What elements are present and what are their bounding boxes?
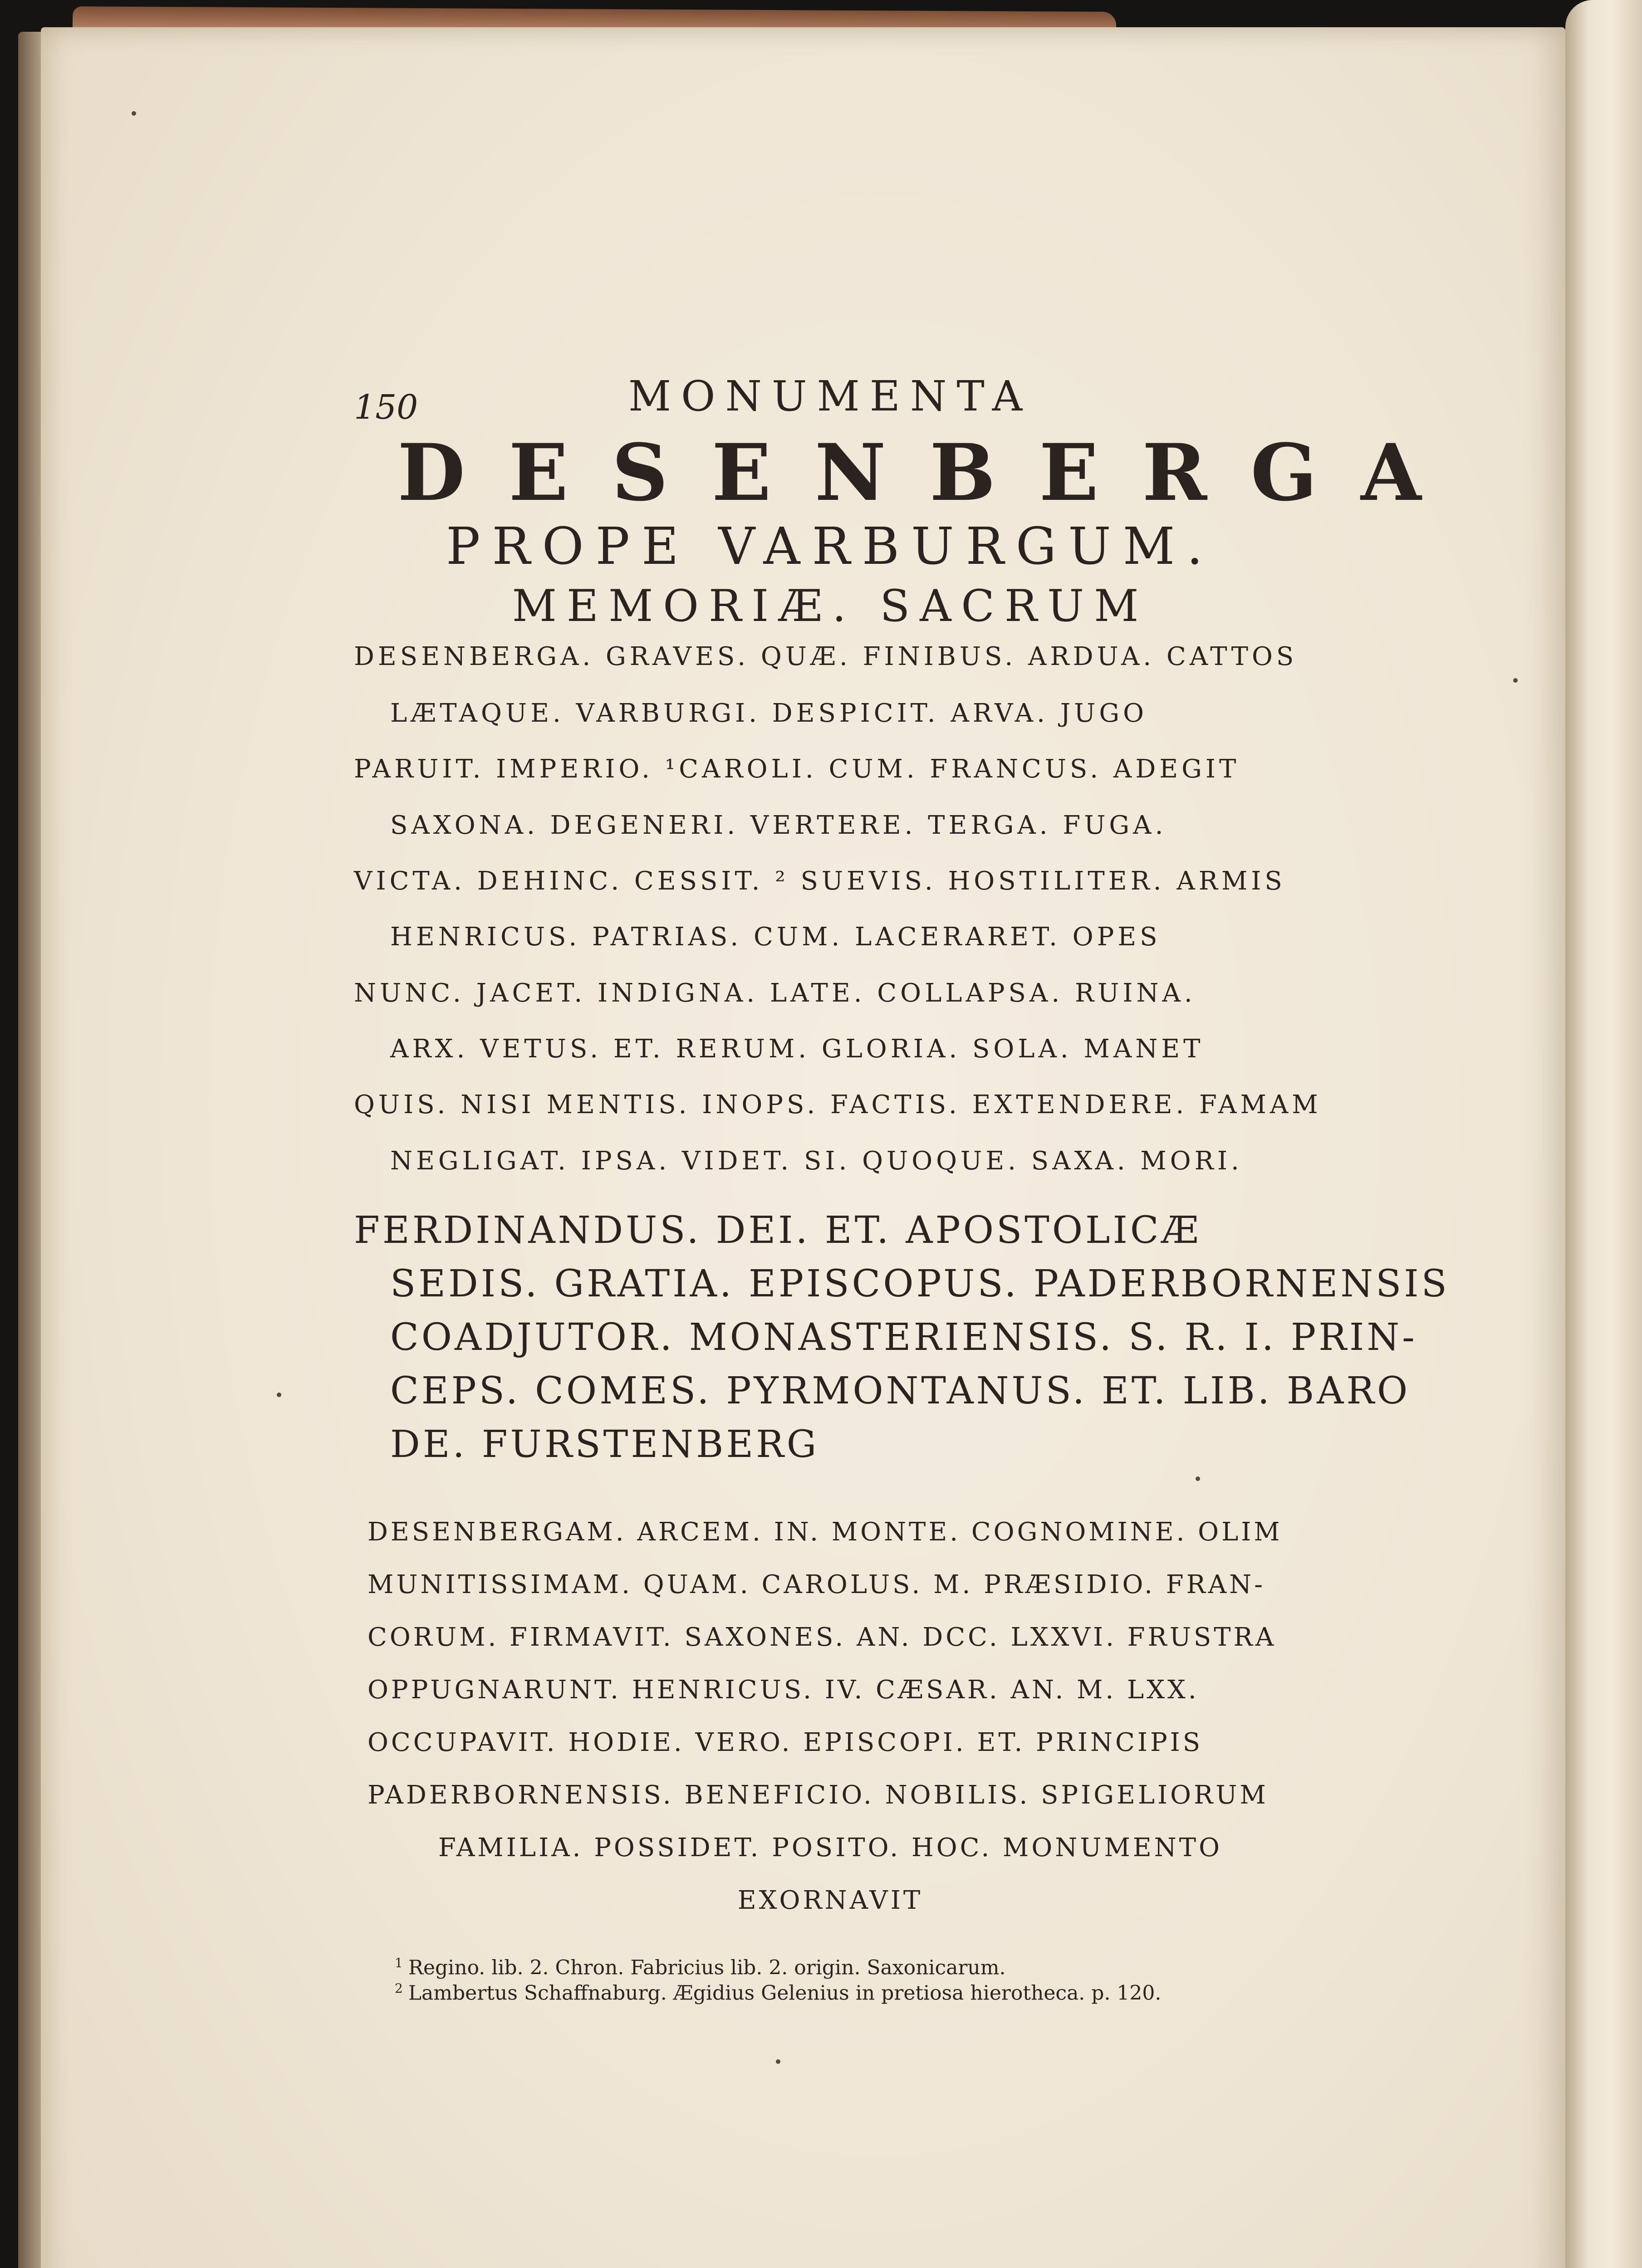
footnote-text: Lambertus Schaffnaburg. Ægidius Gelenius in pretiosa hierotheca. p. 120. bbox=[408, 1981, 1162, 2005]
poem-line: LÆTAQUE. VARBURGI. DESPICIT. ARVA. JUGO bbox=[390, 699, 1147, 728]
footnote-mark: 1 bbox=[395, 1955, 403, 1970]
poem-line: NEGLIGAT. IPSA. VIDET. SI. QUOQUE. SAXA. MORI. bbox=[390, 1146, 1243, 1176]
footnote-text: Regino. lib. 2. Chron. Fabricius lib. 2. origin. Saxonicarum. bbox=[408, 1956, 1006, 1980]
dedication-heading: MEMORIÆ. SACRUM bbox=[512, 581, 1149, 631]
inscription-line: EXORNAVIT bbox=[737, 1886, 923, 1915]
paper-fleck bbox=[1196, 1476, 1200, 1481]
dedicator-line: COADJUTOR. MONASTERIENSIS. S. R. I. PRIN- bbox=[390, 1316, 1417, 1359]
poem-line: VICTA. DEHINC. CESSIT. ² SUEVIS. HOSTILITER. ARMIS bbox=[354, 866, 1286, 896]
page-title: DESENBERGA bbox=[397, 426, 1465, 518]
inscription-line: FAMILIA. POSSIDET. POSITO. HOC. MONUMENTO bbox=[438, 1833, 1222, 1862]
paper-fleck bbox=[277, 1393, 281, 1397]
poem-line: ARX. VETUS. ET. RERUM. GLORIA. SOLA. MANET bbox=[390, 1034, 1204, 1064]
footnote bbox=[395, 1976, 1162, 2005]
footnotes bbox=[395, 1950, 1162, 2005]
page-subtitle: PROPE VARBURGUM. bbox=[446, 517, 1215, 576]
paper-fleck bbox=[776, 2059, 780, 2064]
paper-fleck bbox=[132, 111, 136, 116]
inscription-line: DESENBERGAM. ARCEM. IN. MONTE. COGNOMINE. OLIM bbox=[368, 1517, 1283, 1547]
dedicator-line: DE. FURSTENBERG bbox=[390, 1423, 819, 1466]
inscription-line: MUNITISSIMAM. QUAM. CAROLUS. M. PRÆSIDIO. FRAN- bbox=[368, 1570, 1266, 1599]
poem-line: HENRICUS. PATRIAS. CUM. LACERARET. OPES bbox=[390, 922, 1161, 952]
inscription-line: CORUM. FIRMAVIT. SAXONES. AN. DCC. LXXVI. FRUSTRA bbox=[368, 1623, 1277, 1652]
inscription-line: OPPUGNARUNT. HENRICUS. IV. CÆSAR. AN. M. LXX. bbox=[368, 1675, 1199, 1705]
dedicator-line: SEDIS. GRATIA. EPISCOPUS. PADERBORNENSIS bbox=[390, 1262, 1450, 1305]
running-header: MONUMENTA bbox=[628, 372, 1033, 420]
next-page-edge bbox=[1565, 0, 1642, 2268]
page-number: 150 bbox=[354, 388, 418, 427]
poem-line: NUNC. JACET. INDIGNA. LATE. COLLAPSA. RUINA. bbox=[354, 978, 1196, 1008]
poem-line: DESENBERGA. GRAVES. QUÆ. FINIBUS. ARDUA. CATTOS bbox=[354, 642, 1298, 671]
dedicator-line: CEPS. COMES. PYRMONTANUS. ET. LIB. BARO bbox=[390, 1369, 1411, 1413]
poem-line: QUIS. NISI MENTIS. INOPS. FACTIS. EXTENDERE. FAMAM bbox=[354, 1090, 1322, 1119]
dedicator-line: FERDINANDUS. DEI. ET. APOSTOLICÆ bbox=[354, 1209, 1201, 1252]
footnote-mark: 2 bbox=[395, 1981, 403, 1996]
poem-line: PARUIT. IMPERIO. ¹CAROLI. CUM. FRANCUS. ADEGIT bbox=[354, 754, 1240, 784]
inscription-line: PADERBORNENSIS. BENEFICIO. NOBILIS. SPIGELIORUM bbox=[368, 1780, 1269, 1810]
poem-line: SAXONA. DEGENERI. VERTERE. TERGA. FUGA. bbox=[390, 811, 1167, 840]
paper-fleck bbox=[1513, 678, 1518, 683]
inscription-line: OCCUPAVIT. HODIE. VERO. EPISCOPI. ET. PRINCIPIS bbox=[368, 1728, 1203, 1757]
footnote bbox=[395, 1950, 1161, 1980]
